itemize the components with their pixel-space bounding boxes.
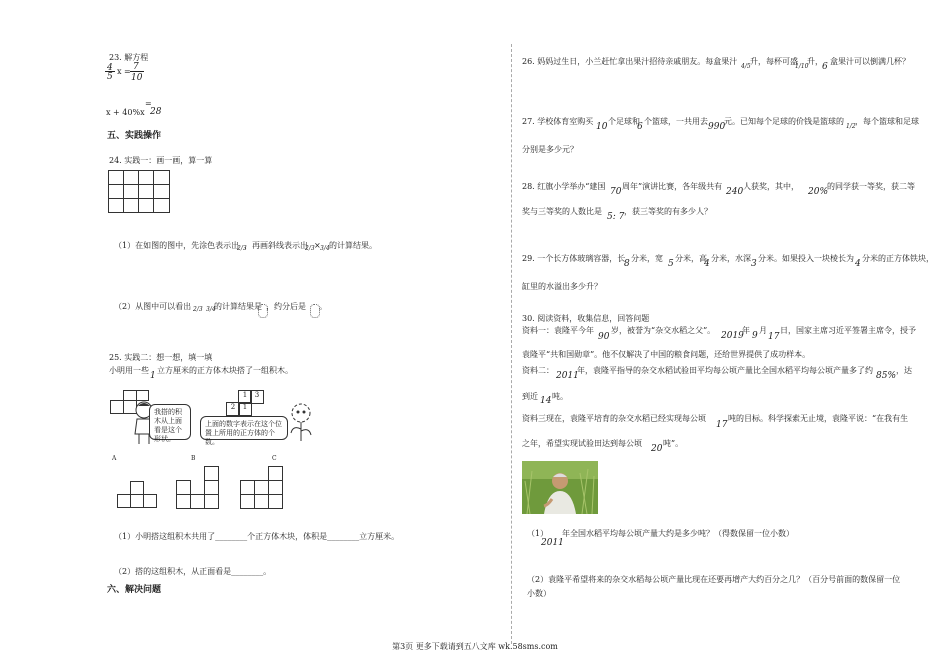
q23-title: 23. 解方程: [109, 53, 149, 62]
q28-a: 28. 红旗小学举办“建国: [522, 182, 606, 191]
q30-m1m: 9: [752, 331, 758, 341]
q24-p2-a: （2）从图中可以看出: [114, 302, 192, 311]
q29-n2: 5: [668, 259, 674, 269]
q28-n1: 70: [610, 187, 622, 197]
q24-f1: 2/3: [237, 245, 247, 252]
q30-p2line2: 小数）: [527, 589, 551, 598]
q28-c: 人获奖，其中，: [743, 182, 799, 191]
q27-n2: 6: [637, 122, 643, 132]
grid-figure: [108, 170, 170, 213]
q28-b: 周年”演讲比赛，各年级共有: [622, 182, 723, 191]
q29-line2: 缸里的水溢出多少升？: [522, 282, 602, 291]
grid-cell: 3: [250, 390, 264, 404]
q27-line2: 分别是多少元？: [522, 145, 578, 154]
q24-f4: 2/3: [193, 306, 203, 313]
option-c-label: C: [272, 455, 277, 462]
q29-n4: 3: [751, 259, 757, 269]
q25-one: 1: [150, 371, 156, 381]
q24-p2-end: 。: [319, 302, 327, 311]
page-footer: 第3页 更多下载请到五八文库 wk.58sms.com: [392, 642, 558, 651]
q30-m1line2: 袁隆平“共和国勋章”。他不仅解决了中国的粮食问题，还给世界提供了成功样本。: [522, 350, 811, 359]
q23-eq1-var: x =: [117, 67, 131, 76]
q28-ratio: 5: 7: [607, 212, 625, 222]
q30-m3n: 17: [716, 420, 728, 430]
section-6-heading: 六、解决问题: [107, 585, 162, 595]
q25-p2: （2）搭的这组积木，从正面看是________。: [114, 567, 272, 576]
q26-c: 升，: [807, 57, 823, 66]
section-5-heading: 五、实践操作: [107, 131, 162, 141]
q28-d: 的同学获一等奖，获二等: [827, 182, 915, 191]
q30-p1b: 年全国水稻平均每公顷产量大约是多少吨？（得数保留一位小数）: [562, 529, 794, 538]
option-a-figure[interactable]: [117, 480, 159, 510]
q30-m1c: 年: [742, 326, 750, 335]
grid-cell: 1: [238, 390, 252, 404]
q29-b: 分米，宽: [631, 254, 663, 263]
q30-m1n: 90: [598, 332, 610, 342]
q30-m2c: ，达: [896, 366, 912, 375]
q25-p1: （1）小明搭这组积木共用了________个正方体木块，体积是________立方厘米。: [114, 532, 400, 541]
fraction-bar: [130, 71, 144, 72]
q24-times: ×: [314, 241, 321, 250]
q23-eq2-rhs: 28: [150, 107, 162, 117]
q27-e: ，每个篮球和足球: [855, 117, 919, 126]
q24-p1-a: （1）在如图的图中，先涂色表示出: [114, 241, 240, 250]
q30-m2y: 2011: [556, 371, 579, 381]
q30-p1a: （1）: [527, 529, 549, 538]
q27-f: 1/2: [846, 123, 856, 130]
q30-m3line2a: 之年，希望实现试验田达到每公顷: [522, 439, 642, 448]
q30-m1y: 2019: [721, 331, 744, 341]
q29-n1: 8: [624, 259, 630, 269]
q27-b: 个足球和: [608, 117, 640, 126]
q27-d: 元。已知每个足球的价钱是篮球的: [724, 117, 844, 126]
photo-rice-field: [522, 461, 598, 514]
q24-p2-b: 的计算结果是: [214, 302, 262, 311]
option-b-label: B: [191, 455, 196, 462]
q29-n3: 4: [704, 259, 710, 269]
q30-m2b: 年，袁隆平指导的杂交水稻试验田平均每公顷产量比全国水稻平均每公顷产量多了约: [577, 366, 873, 375]
q26-b: 升，每杯可盛: [750, 57, 798, 66]
option-b-figure[interactable]: [176, 466, 222, 512]
q29-d: 分米，水深: [711, 254, 751, 263]
q29-n5: 4: [855, 259, 861, 269]
q26-v3: 6: [822, 62, 828, 72]
q26-d: 盒果汁可以倒满几杯？: [830, 57, 910, 66]
q30-m1d: 月: [759, 326, 767, 335]
q24-title: 24. 实践一：画一画，算一算: [109, 156, 213, 165]
q30-m3a: 资料三现在，袁隆平培育的杂交水稻已经实现每公顷: [522, 414, 706, 423]
q30-m1e: 日，国家主席习近平签署主席令，授予: [780, 326, 916, 335]
q24-p1-c: 的计算结果。: [329, 241, 377, 250]
q28-n2: 240: [726, 187, 744, 197]
q27-n1: 10: [596, 122, 608, 132]
q28-line2b: ，获三等奖的有多少人？: [624, 207, 712, 216]
q24-f5: 3/4: [206, 306, 216, 313]
q30-m1b: 岁，被誉为“杂交水稻之父”。: [611, 326, 716, 335]
grid-cell: 2: [226, 402, 240, 416]
q30-m3line2b: 吨”。: [663, 439, 684, 448]
q23-eq2-lhs: x + 40%x: [106, 108, 145, 117]
grid-cell: 1: [238, 402, 252, 416]
q30-m2n: 14: [540, 396, 552, 406]
q30-m1day: 17: [768, 332, 780, 342]
q30-m2a: 资料二：: [522, 366, 554, 375]
q28-n3: 20%: [808, 187, 829, 197]
q30-m2line2a: 到近: [522, 392, 538, 401]
q30-m2line2b: 吨。: [552, 392, 568, 401]
option-c-figure[interactable]: [240, 466, 286, 512]
q24-f3: 3/4: [320, 245, 330, 252]
q23-eq1-num: 4: [107, 63, 113, 73]
q24-f2: 2/3: [305, 245, 315, 252]
q24-p1-b: ，再画斜线表示出: [244, 241, 308, 250]
q27-c: 个篮球，一共用去: [644, 117, 708, 126]
q30-title: 30. 阅读资料，收集信息，回答问题: [522, 314, 650, 323]
q24-p2-c: ，约分后是: [266, 302, 306, 311]
q30-p1y: 2011: [541, 538, 564, 548]
q23-eq1-rnum: 7: [133, 62, 139, 72]
q23-eq2-eq: =: [145, 99, 152, 108]
number-grid: [226, 390, 266, 416]
q26-v1: 4/5: [741, 63, 751, 70]
q25-line: 小明用一些: [109, 366, 149, 375]
q29-a: 29. 一个长方体玻璃容器，长: [522, 254, 626, 263]
q23-eq1-rden: 10: [131, 73, 143, 83]
q27-a: 27. 学校体育室购买: [522, 117, 594, 126]
q29-e: 分米。如果投入一块棱长为: [758, 254, 854, 263]
q30-p2: （2）袁隆平希望将来的杂交水稻每公顷产量比现在还要再增产大约百分之几？（百分号前面的数保留一位: [527, 575, 901, 584]
q28-line2a: 奖与三等奖的人数比是: [522, 207, 602, 216]
plant-illustration: [289, 403, 313, 443]
option-a-label: A: [112, 455, 117, 462]
q29-f: 分米的正方体铁块，: [862, 254, 934, 263]
q25-title: 25. 实践二：想一想，填一填: [109, 353, 213, 362]
speech-bubble-1: 我搭的积木从上面看是这个形状。: [149, 404, 191, 440]
q26-v2: 1/10: [795, 63, 809, 70]
q23-eq1-den: 5: [107, 72, 113, 82]
q30-m1a: 资料一：袁隆平今年: [522, 326, 594, 335]
q26-a: 26. 妈妈过生日，小兰赶忙拿出果汁招待亲戚朋友。每盒果汁: [522, 57, 738, 66]
column-divider: [511, 44, 512, 644]
q30-m2p: 85%: [876, 371, 897, 381]
q29-c: 分米，高: [675, 254, 707, 263]
speech-bubble-2: 上面的数字表示在这个位置上所用的正方体的个数。: [200, 416, 288, 440]
q30-m3b: 吨的目标。科学探索无止境，袁隆平说：“在我有生: [728, 414, 909, 423]
q25-line-b: 立方厘米的正方体木块搭了一组积木。: [157, 366, 293, 375]
q30-m3n2: 20: [651, 444, 663, 454]
q27-n3: 990: [708, 122, 726, 132]
